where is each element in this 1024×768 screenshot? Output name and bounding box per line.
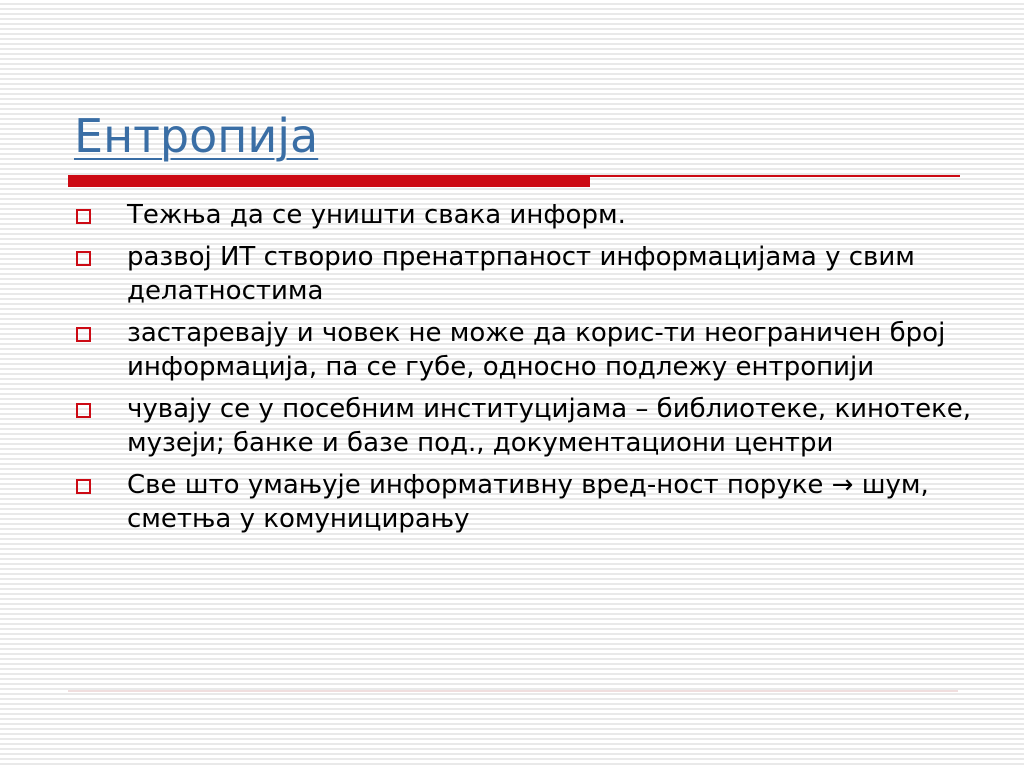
hollow-square-icon — [76, 251, 91, 266]
bullet-list — [76, 198, 1016, 544]
bullet-item — [76, 198, 1016, 232]
bullet-item — [76, 392, 1016, 460]
bullet-text: Све што умањује информативну вред-ност поруке → шум, сметња у комуницирању — [127, 470, 929, 534]
hollow-square-icon — [76, 479, 91, 494]
bullet-text: застаревају и човек не може да корис-ти неограничен број информација, па се губе, односно подлежу ентропији — [127, 318, 946, 382]
hollow-square-icon — [76, 327, 91, 342]
bullet-item — [76, 468, 1016, 536]
hollow-square-icon — [76, 209, 91, 224]
bullet-text: чувају се у посебним институцијама – библиотеке, кинотеке, музеји; банке и базе под., документациони центри — [127, 394, 972, 458]
bullet-text: Тежња да се уништи свака информ. — [127, 200, 626, 230]
title-underline-thick — [68, 175, 590, 187]
title-underline-thin — [590, 175, 960, 177]
bullet-text: развој ИТ створио пренатрпаност информацијама у свим делатностима — [127, 242, 915, 306]
footer-divider — [68, 690, 958, 692]
bullet-item — [76, 316, 1016, 384]
hollow-square-icon — [76, 403, 91, 418]
bullet-item — [76, 240, 1016, 308]
slide-title: Ентропија — [74, 109, 319, 163]
